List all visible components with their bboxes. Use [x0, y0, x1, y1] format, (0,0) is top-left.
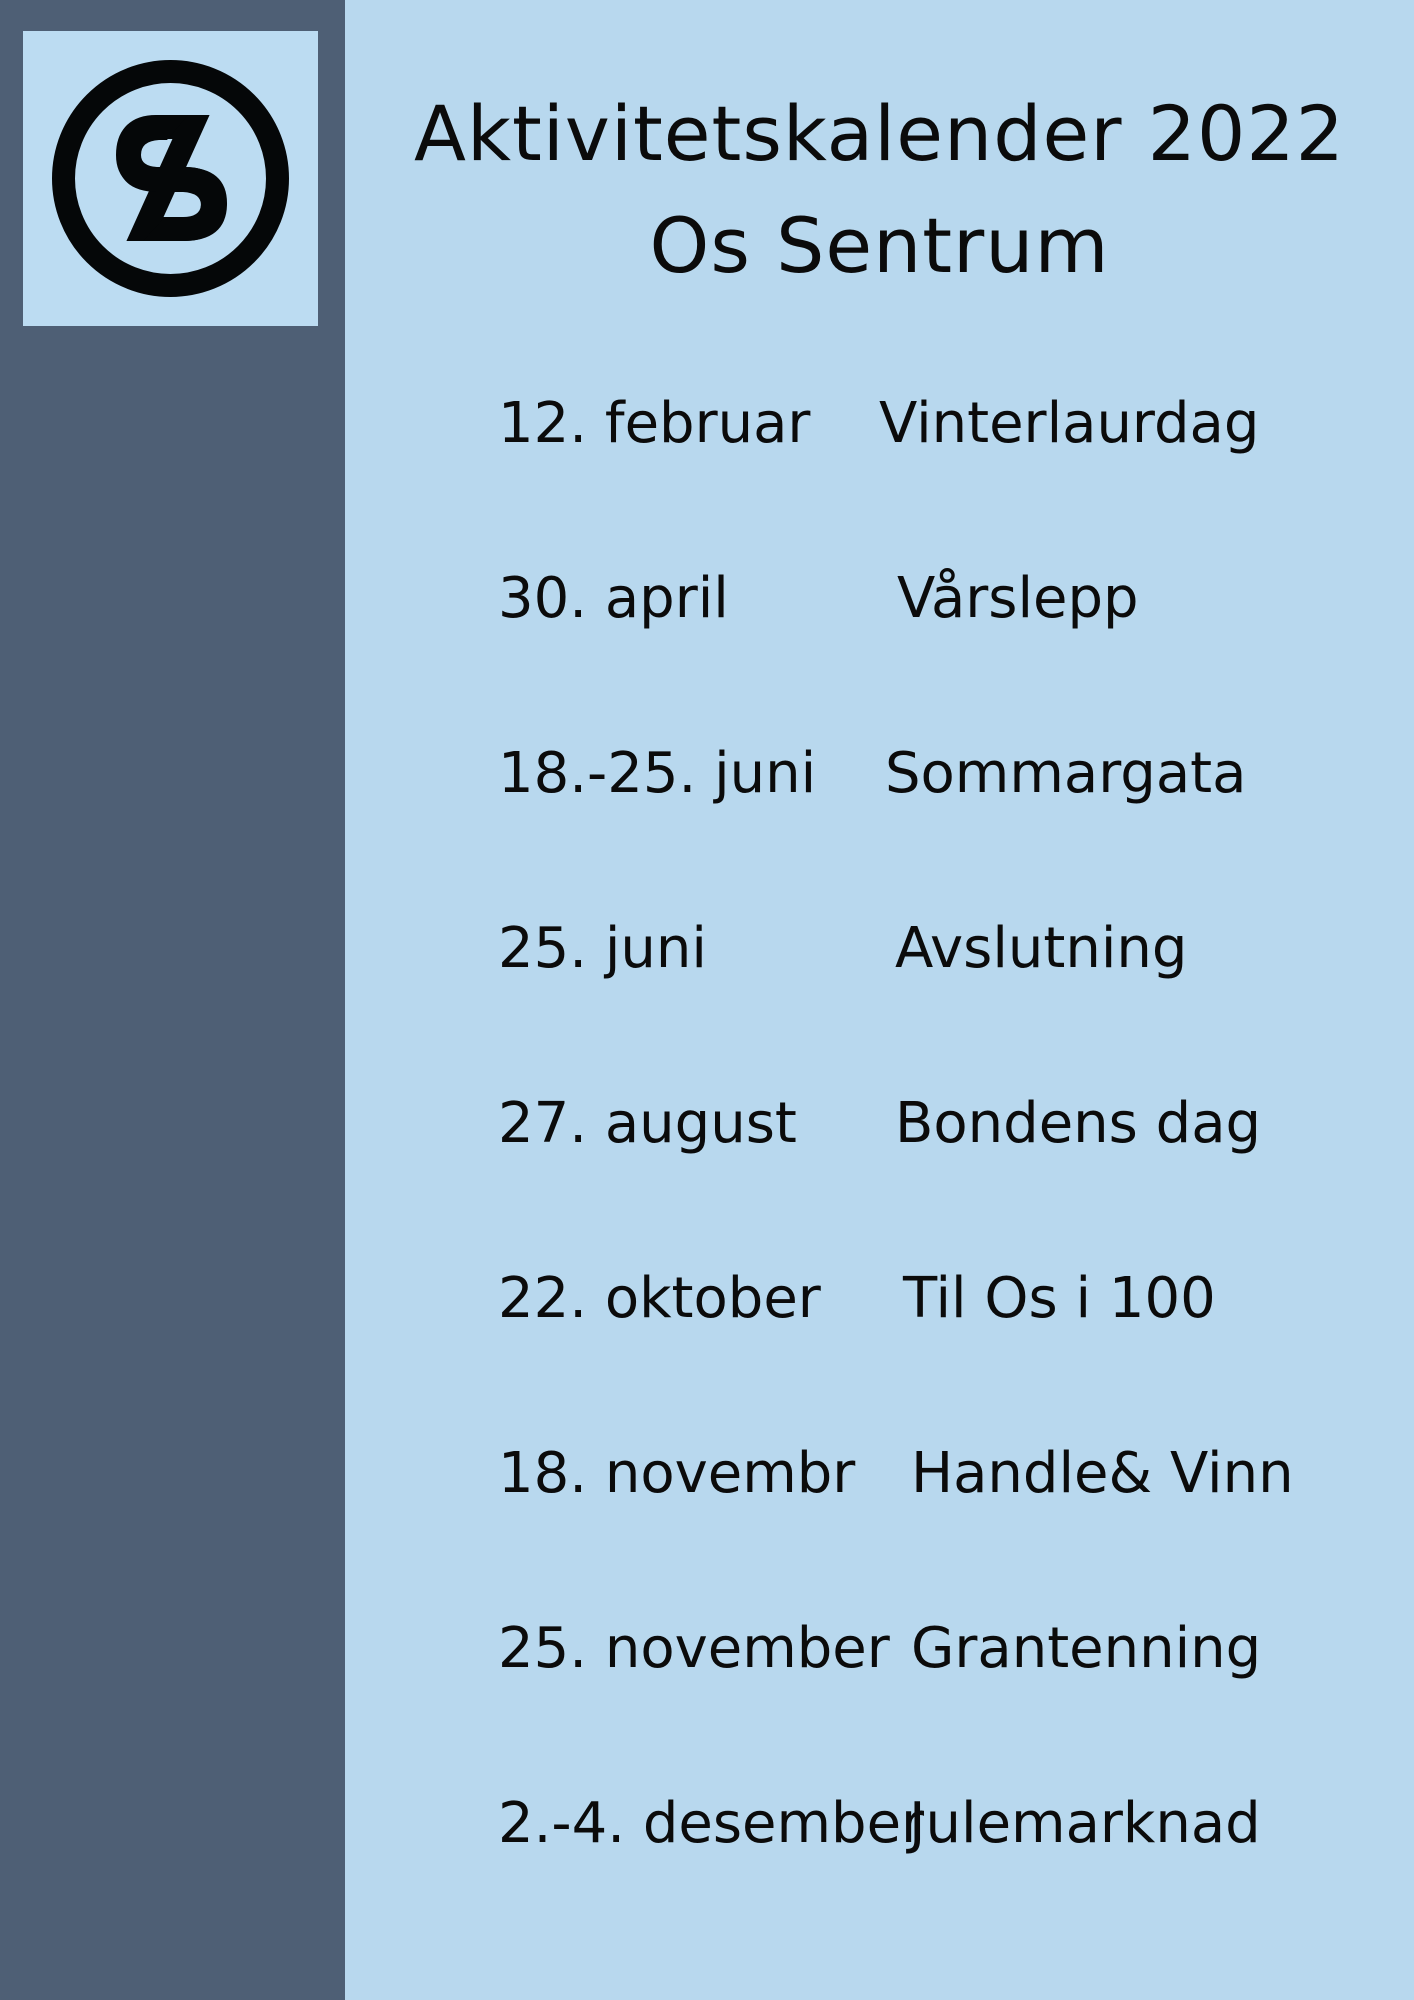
event-row [498, 909, 1378, 989]
event-date: 25. november [498, 1616, 890, 1681]
event-date: 22. oktober [498, 1266, 821, 1331]
main-content [345, 0, 1414, 2000]
event-date: 25. juni [498, 916, 707, 981]
event-date: 2.-4. desember [498, 1791, 925, 1856]
title-line-2: Os Sentrum [649, 201, 1110, 290]
event-name: Grantenning [911, 1616, 1262, 1681]
event-date: 30. april [498, 566, 729, 631]
event-date: 18.-25. juni [498, 741, 817, 806]
event-name: Avslutning [895, 916, 1188, 981]
event-name: Sommargata [885, 741, 1247, 806]
event-row [498, 1084, 1378, 1164]
event-date: 12. februar [498, 391, 811, 456]
event-row [498, 384, 1378, 464]
event-name: Til Os i 100 [903, 1266, 1216, 1331]
event-name: Bondens dag [895, 1091, 1262, 1156]
event-date: 18. novembr [498, 1441, 856, 1506]
event-name: Vinterlaurdag [879, 391, 1260, 456]
sidebar [0, 0, 345, 2000]
event-row [498, 1784, 1378, 1864]
event-name: Julemarknad [909, 1791, 1261, 1856]
page-title [345, 78, 1414, 302]
event-row [498, 559, 1378, 639]
event-row [498, 1434, 1378, 1514]
title-line-1: Aktivitetskalender 2022 [413, 89, 1346, 178]
event-name: Handle& Vinn [911, 1441, 1294, 1506]
event-row [498, 1259, 1378, 1339]
event-name: Vårslepp [897, 566, 1139, 631]
s-ring-logo-icon [23, 31, 318, 326]
event-row [498, 734, 1378, 814]
event-date: 27. august [498, 1091, 797, 1156]
logo [23, 31, 318, 326]
event-row [498, 1609, 1378, 1689]
